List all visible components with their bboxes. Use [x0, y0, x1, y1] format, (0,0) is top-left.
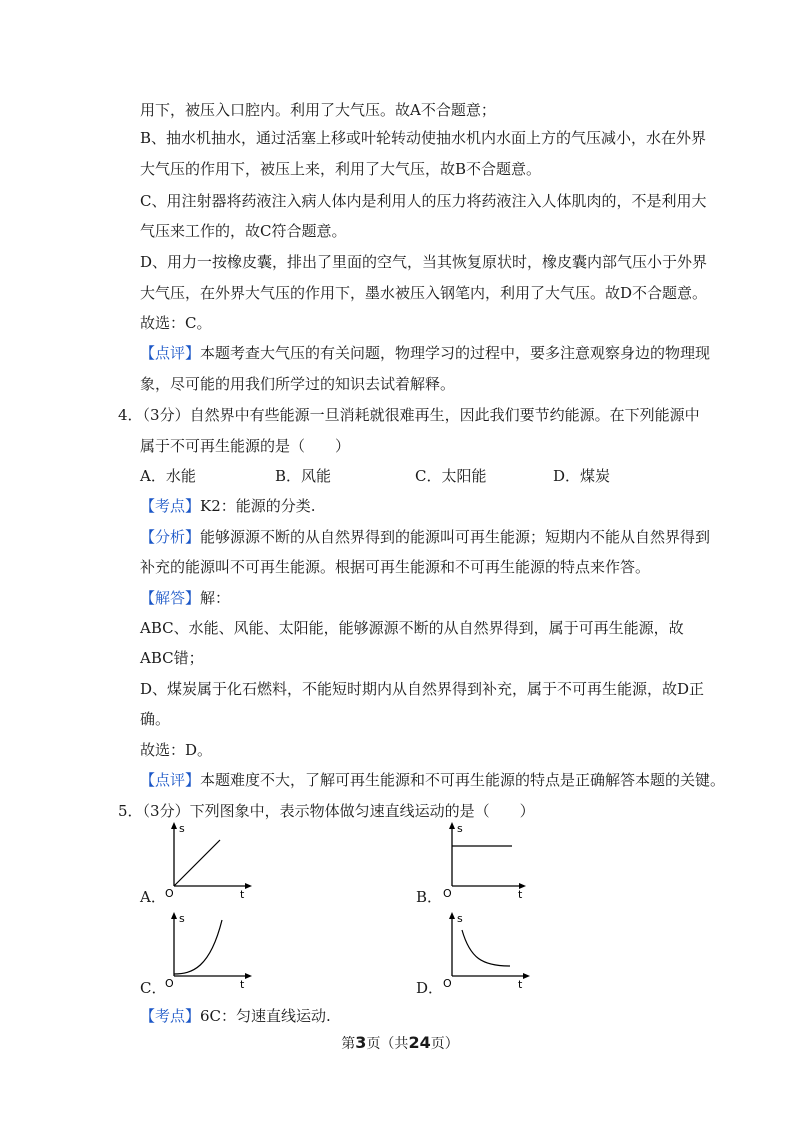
option-d: D．煤炭 [553, 467, 611, 485]
jieda-line [140, 588, 230, 608]
footer-mid: 页（共 [366, 1036, 409, 1052]
fenxi-line [140, 527, 710, 547]
kaodian-line [140, 1006, 331, 1026]
kaodian-line [140, 496, 316, 516]
graph-c-axis-s: s [179, 912, 185, 925]
graph-d-curve [462, 930, 510, 966]
graph-a-origin: O [165, 887, 174, 900]
graph-c-curve [174, 920, 222, 974]
fenxi-text: 能够源源不断的从自然界得到的能源叫可再生能源；短期内不能从自然界得到 [200, 528, 711, 546]
text-line: 气压来工作的，故C符合题意。 [140, 222, 347, 240]
fenxi-line: 补充的能源叫不可再生能源。根据可再生能源和不可再生能源的特点来作答。 [140, 558, 651, 576]
graph-a-label: A． [140, 888, 166, 906]
graph-c-origin: O [165, 977, 174, 990]
graph-c-axis-t: t [240, 978, 245, 990]
graph-b [438, 820, 538, 900]
review-line [140, 770, 725, 790]
jieda-tag: 【解答】 [140, 589, 201, 607]
option-a: A．水能 [140, 467, 196, 485]
answer-line: 确。 [140, 710, 171, 728]
graph-d [438, 910, 538, 990]
graph-a-curve [174, 840, 220, 886]
review-tag: 【点评】 [140, 771, 201, 789]
question-stem: 5．（3分）下列图象中，表示物体做匀速直线运动的是（ ） [118, 802, 535, 820]
graph-b-axis-s: s [457, 822, 463, 835]
graph-a-axis-t: t [240, 888, 245, 900]
answer-line: ABC错； [140, 649, 204, 667]
review-line: 象，尽可能的用我们所学过的知识去试着解释。 [140, 375, 456, 393]
review-tag: 【点评】 [140, 344, 201, 362]
footer-prefix: 第 [341, 1036, 356, 1052]
text-line: D、用力一按橡皮囊，排出了里面的空气，当其恢复原状时，橡皮囊内部气压小于外界 [140, 253, 708, 271]
kaodian-text: K2：能源的分类. [200, 497, 316, 515]
text-line: B、抽水机抽水，通过活塞上移或叶轮转动使抽水机内水面上方的气压减小，水在外界 [140, 129, 707, 147]
review-line [140, 343, 710, 363]
text-line: 大气压的作用下，被压上来，利用了大气压，故B不合题意。 [140, 160, 542, 178]
review-text: 本题难度不大，了解可再生能源和不可再生能源的特点是正确解答本题的关键。 [200, 771, 726, 789]
graph-b-axis-t: t [518, 888, 523, 900]
footer-total-pages: 24 [408, 1033, 431, 1052]
footer-page-number: 3 [355, 1033, 367, 1052]
graph-b-label: B． [416, 888, 443, 906]
answer-line: 故选：C。 [140, 314, 212, 332]
graph-b-origin: O [443, 887, 452, 900]
kaodian-text: 6C：匀速直线运动. [200, 1007, 331, 1025]
page-footer [0, 1033, 800, 1054]
graph-d-axis-s: s [457, 912, 463, 925]
graph-a [160, 820, 260, 900]
answer-line: 故选：D。 [140, 741, 213, 759]
fenxi-tag: 【分析】 [140, 528, 201, 546]
kaodian-tag: 【考点】 [140, 1007, 201, 1025]
answer-line: D、煤炭属于化石燃料，不能短时期内从自然界得到补充，属于不可再生能源，故D正 [140, 680, 705, 698]
graph-d-axis-t: t [518, 978, 523, 990]
review-text: 本题考查大气压的有关问题，物理学习的过程中，要多注意观察身边的物理现 [200, 344, 711, 362]
answer-line: ABC、水能、风能、太阳能，能够源源不断的从自然界得到，属于可再生能源，故 [140, 619, 684, 637]
text-line: 大气压，在外界大气压的作用下，墨水被压入钢笔内，利用了大气压。故D不合题意。 [140, 284, 708, 302]
option-c: C．太阳能 [415, 467, 487, 485]
graph-d-origin: O [443, 977, 452, 990]
graph-c [160, 910, 260, 990]
graph-c-label: C． [140, 979, 167, 997]
option-b: B．风能 [275, 467, 332, 485]
question-stem: 属于不可再生能源的是（ ） [140, 437, 351, 455]
text-line: 用下，被压入口腔内。利用了大气压。故A不合题意； [140, 101, 496, 119]
text-line: C、用注射器将药液注入病人体内是利用人的压力将药液注入人体肌肉的，不是利用大 [140, 192, 707, 210]
jieda-text: 解： [200, 589, 231, 607]
graph-a-axis-s: s [179, 822, 185, 835]
graph-d-label: D． [416, 979, 444, 997]
footer-suffix: 页） [430, 1036, 459, 1052]
question-stem: 4．（3分）自然界中有些能源一旦消耗就很难再生，因此我们要节约能源。在下列能源中 [118, 406, 700, 424]
kaodian-tag: 【考点】 [140, 497, 201, 515]
